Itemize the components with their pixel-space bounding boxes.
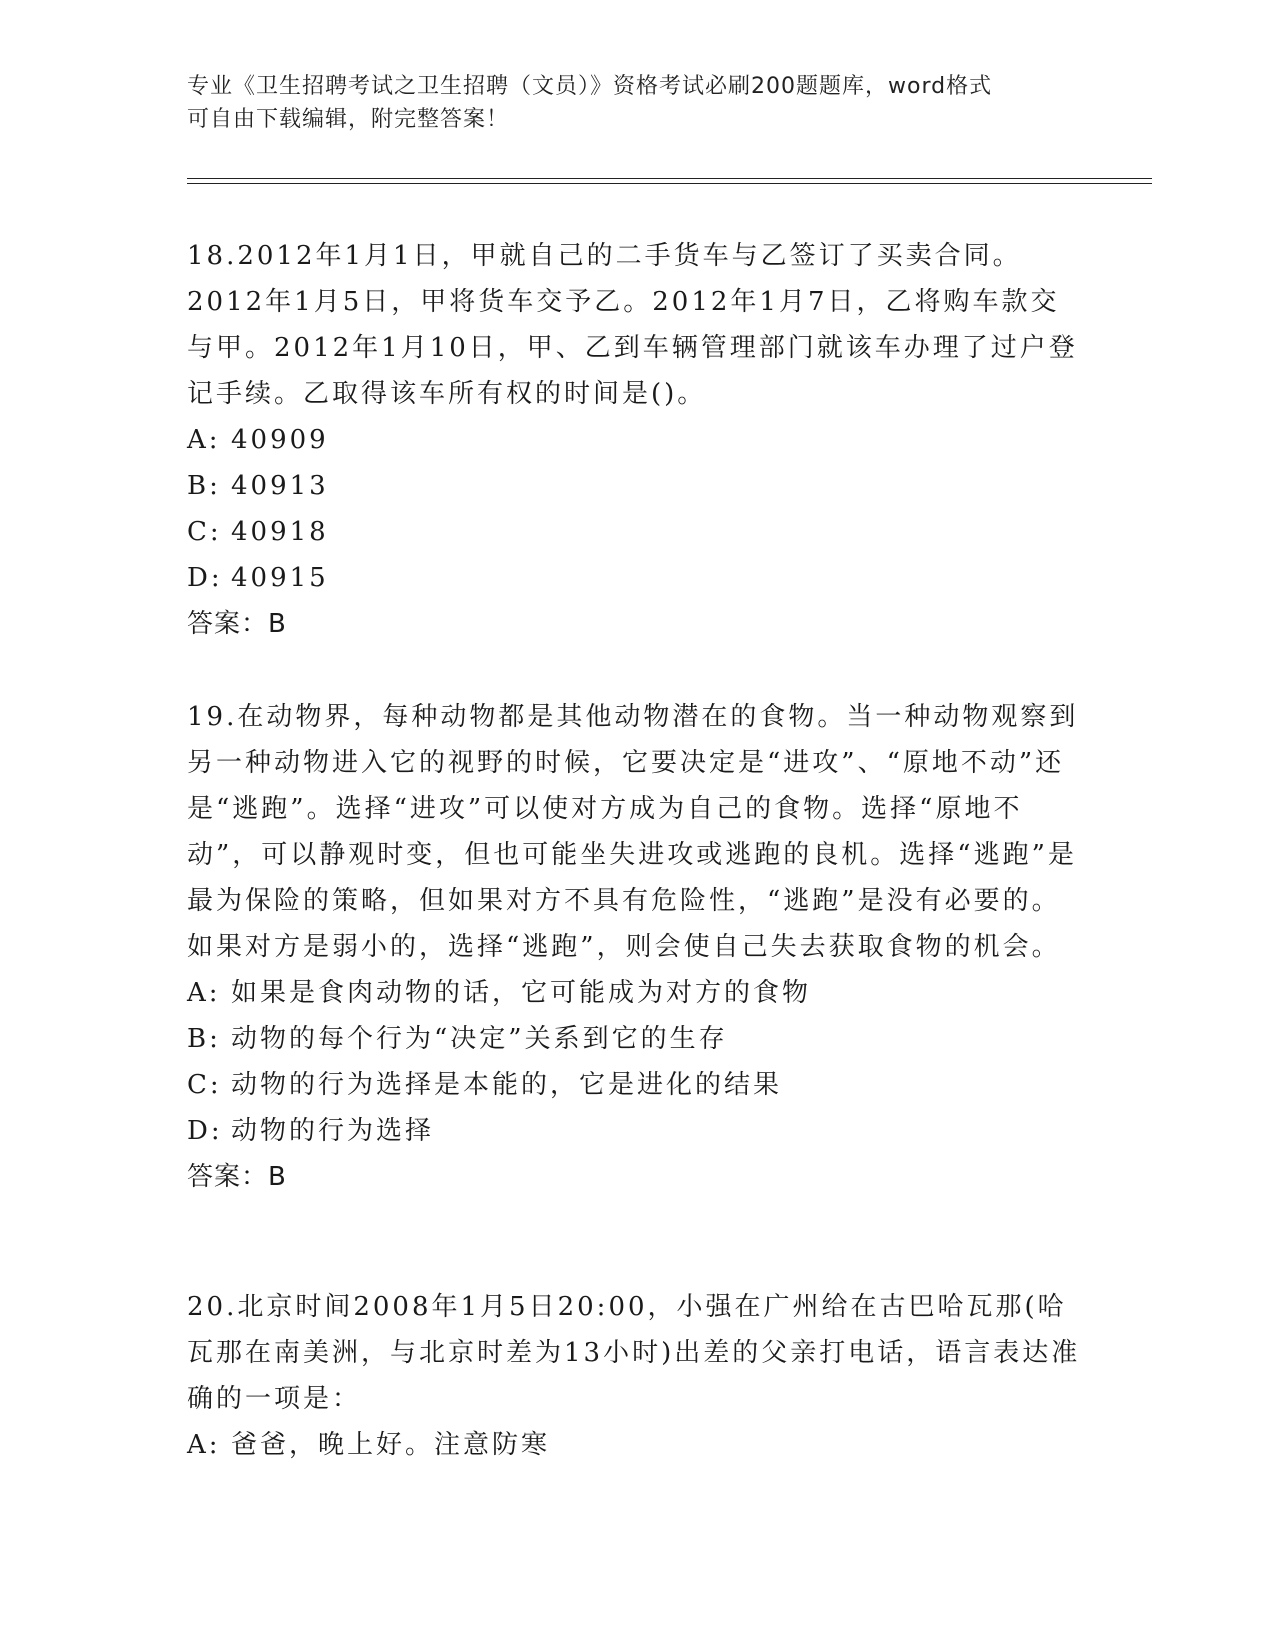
option-a bbox=[187, 1422, 1087, 1468]
header-line-2: 可自由下载编辑，附完整答案！ bbox=[187, 107, 510, 132]
question-20 bbox=[187, 1284, 1087, 1468]
option-b bbox=[187, 463, 1087, 509]
option-key: B: bbox=[187, 1024, 221, 1054]
option-b bbox=[187, 1016, 1087, 1062]
option-key: B: bbox=[187, 471, 221, 501]
option-d bbox=[187, 555, 1087, 601]
option-text: 动物的行为选择是本能的，它是进化的结果 bbox=[231, 1070, 783, 1100]
option-key: D: bbox=[187, 1116, 223, 1146]
option-key: C: bbox=[187, 1070, 222, 1100]
answer-label: 答案：B bbox=[187, 609, 287, 639]
question-stem: 20.北京时间2008年1月5日20:00，小强在广州给在古巴哈瓦那(哈瓦那在南美洲，与北京时差为13小时)出差的父亲打电话，语言表达准确的一项是： bbox=[187, 1292, 1081, 1414]
option-key: D: bbox=[187, 563, 223, 593]
option-key: A: bbox=[187, 978, 221, 1008]
option-text: 爸爸，晚上好。注意防寒 bbox=[231, 1430, 551, 1460]
option-a bbox=[187, 970, 1087, 1016]
option-text: 40913 bbox=[231, 471, 329, 501]
question-19 bbox=[187, 694, 1087, 1200]
option-key: A: bbox=[187, 1430, 221, 1460]
option-key: A: bbox=[187, 425, 221, 455]
option-text: 40918 bbox=[231, 517, 329, 547]
option-d bbox=[187, 1108, 1087, 1154]
option-c bbox=[187, 1062, 1087, 1108]
option-c bbox=[187, 509, 1087, 555]
option-text: 如果是食肉动物的话，它可能成为对方的食物 bbox=[231, 978, 812, 1008]
header-double-rule bbox=[187, 178, 1152, 184]
option-text: 40909 bbox=[231, 425, 329, 455]
answer-label: 答案：B bbox=[187, 1162, 287, 1192]
option-a bbox=[187, 417, 1087, 463]
document-header bbox=[187, 70, 1087, 136]
option-key: C: bbox=[187, 517, 222, 547]
question-stem: 19.在动物界，每种动物都是其他动物潜在的食物。当一种动物观察到另一种动物进入它的视野的时候，它要决定是“进攻”、“原地不动”还是“逃跑”。选择“进攻”可以使对方成为自己的食物。选择“原地不动”，可以静观时变，但也可能坐失进攻或逃跑的良机。选择“逃跑”是最为保险的策略，但如果对方不具有危险性，“逃跑”是没有必要的。如果对方是弱小的，选择“逃跑”，则会使自己失去获取食物的机会。 bbox=[187, 702, 1079, 962]
question-stem: 18.2012年1月1日，甲就自己的二手货车与乙签订了买卖合同。2012年1月5日，甲将货车交予乙。2012年1月7日，乙将购车款交与甲。2012年1月10日，甲、乙到车辆管理部门就该车办理了过户登记手续。乙取得该车所有权的时间是()。 bbox=[187, 241, 1078, 409]
option-text: 动物的行为选择 bbox=[231, 1116, 435, 1146]
option-text: 动物的每个行为“决定”关系到它的生存 bbox=[231, 1024, 728, 1054]
header-line-1: 专业《卫生招聘考试之卫生招聘（文员）》资格考试必刷200题题库，word格式 bbox=[187, 74, 993, 99]
question-18 bbox=[187, 233, 1087, 647]
option-text: 40915 bbox=[231, 563, 329, 593]
